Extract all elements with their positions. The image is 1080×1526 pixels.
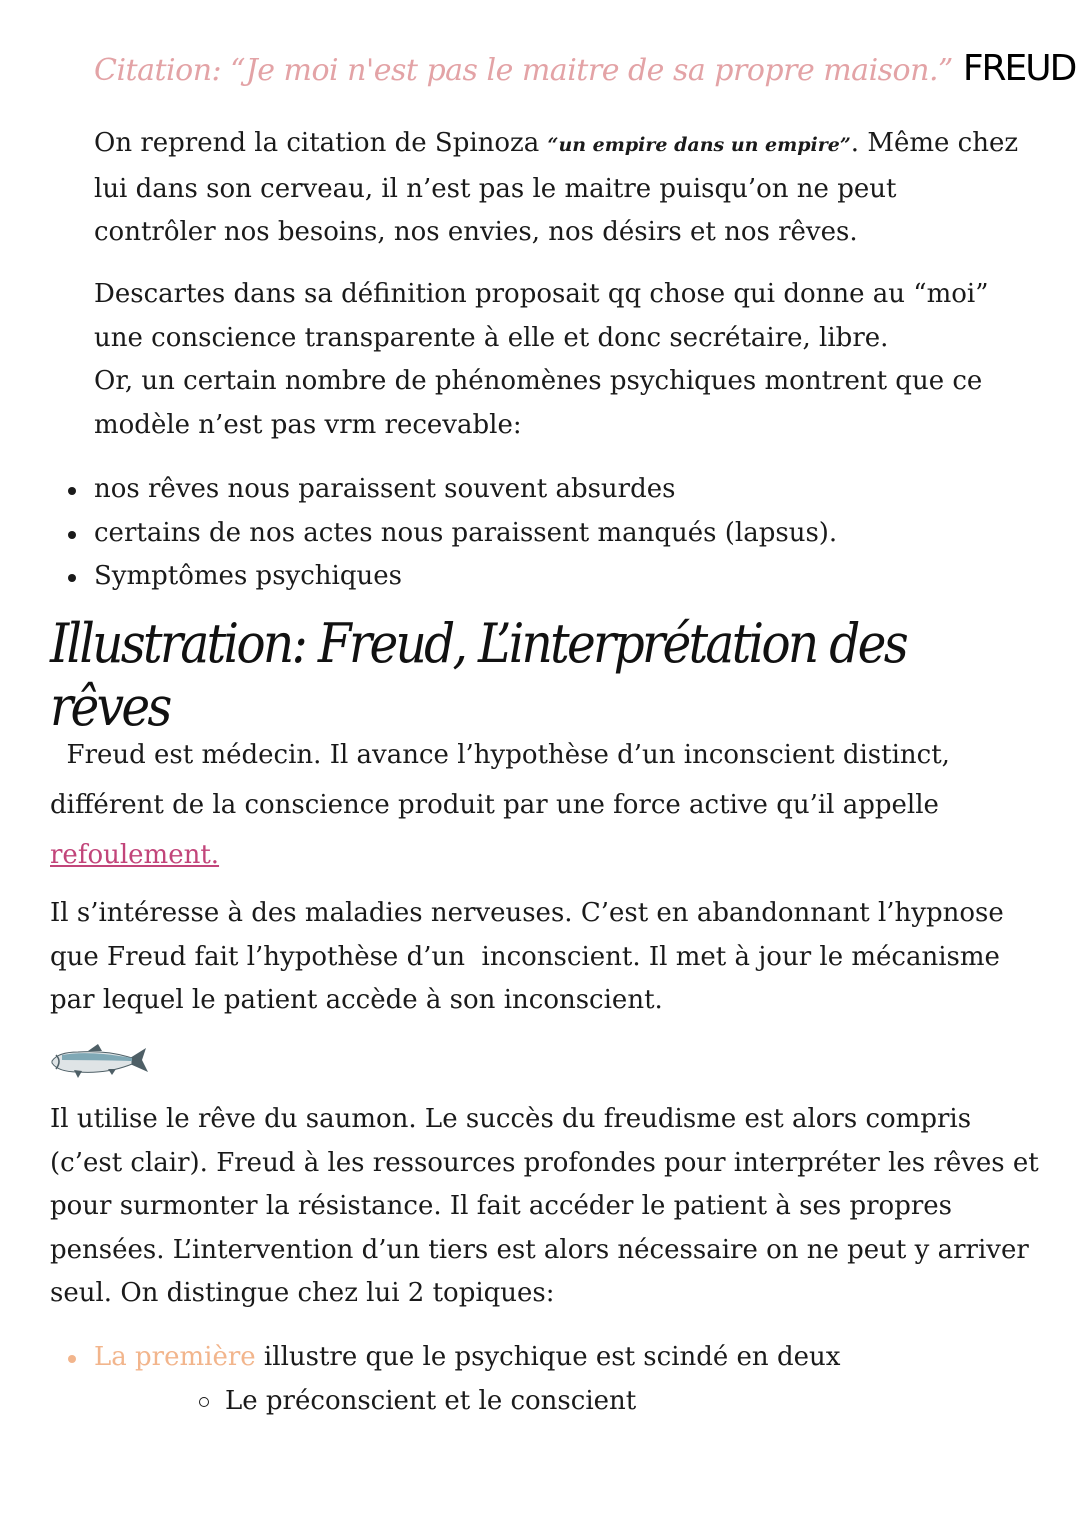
bullet-list [94, 468, 1034, 599]
paragraph-hypnose: Il s’intéresse à des maladies nerveuses. C’est en abandonnant l’hypnose que Freud fait l’hypothèse d’un inconscient. Il met à jour le mécanisme par lequel le patient accède à son inconscient. [50, 898, 1013, 1015]
list-item: nos rêves nous paraissent souvent absurdes [94, 468, 1034, 512]
handwritten-quote: “un empire dans un empire” [547, 134, 851, 156]
quote-heading [94, 48, 1075, 89]
paragraph-descartes: Descartes dans sa définition proposait qq chose qui donne au “moi” une conscience transparente à elle et donc secrétaire, libre. [94, 279, 989, 353]
paragraph-phenomenes: Or, un certain nombre de phénomènes psychiques montrent que ce modèle n’est pas vrm recevable: [94, 366, 983, 440]
paragraph-spinoza [94, 122, 1024, 255]
section-heading: Illustration: Freud, L’interprétation des rêves [50, 612, 906, 738]
paragraph-saumon: Il utilise le rêve du saumon. Le succès du freudisme est alors compris (c’est clair). Freud à les ressources profondes pour interpréter les rêves et pour surmonter la résistance. Il fait accéder le patient à ses propres pensées. L’intervention d’un tiers est alors nécessaire on ne peut y arriver seul. On distingue chez lui 2 topiques: [50, 1104, 1039, 1308]
quote-text: Citation: “Je moi n'est pas le maitre de sa propre maison.” [94, 53, 953, 88]
text: . Même chez lui dans son cerveau, il n’est pas le maitre puisqu’on ne peut contrôler nos besoins, nos envies, nos désirs et nos rêves. [94, 128, 1019, 247]
paragraph-freud [50, 730, 1040, 880]
text: On reprend la citation de Spinoza [94, 128, 548, 158]
text: Freud est médecin. Il avance l’hypothèse d’un inconscient distinct, différent de la conscience produit par une force active qu’il appelle [50, 740, 959, 820]
quote-author: FREUD [962, 48, 1076, 89]
text: illustre que le psychique est scindé en deux [255, 1342, 841, 1372]
list-item: Symptômes psychiques [94, 555, 1034, 599]
salmon-icon [48, 1042, 150, 1080]
list-item: certains de nos actes nous paraissent manqués (lapsus). [94, 512, 1034, 556]
sub-list-item: Le préconscient et le conscient [225, 1380, 1034, 1424]
topics-list [94, 1336, 1034, 1423]
refoulement-link[interactable]: refoulement. [50, 840, 220, 870]
list-item [94, 1336, 1034, 1380]
highlighted-text: La première [94, 1342, 256, 1372]
